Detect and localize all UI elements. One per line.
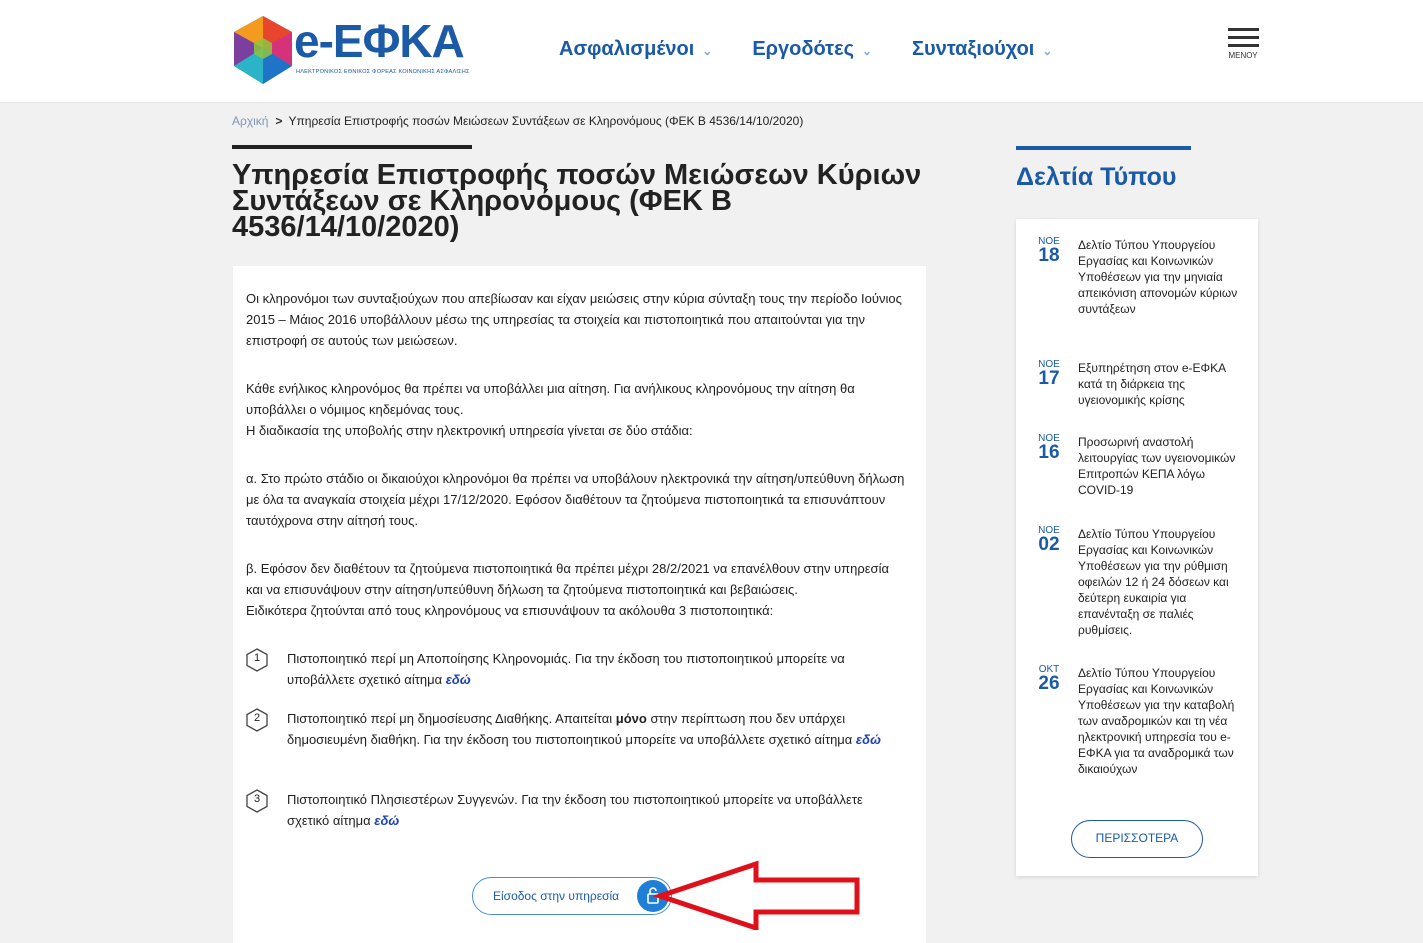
certificates-intro: Ειδικότερα ζητούνται από τους κληρονόμους να επισυνάψουν τα ακόλουθα 3 πιστοποιητικά: xyxy=(246,603,774,618)
nav-pensioners[interactable] xyxy=(912,38,1052,61)
request-link[interactable]: εδώ xyxy=(855,732,881,747)
logo-wordmark: e-ΕΦΚΑ xyxy=(294,15,464,67)
list-number: 2 xyxy=(253,712,261,724)
news-date xyxy=(1036,237,1062,265)
list-item xyxy=(246,789,906,831)
sidebar-divider xyxy=(1016,146,1191,150)
news-day: 02 xyxy=(1038,534,1060,555)
news-title: Δελτίο Τύπου Υπουργείου Εργασίας και Κοινωνικών Υποθέσεων για την ρύθμιση οφειλών 12 ή 24 δόσεων και δεύτερη ευκαιρία για επανένταξη σε παλιές ρυθμίσεις. xyxy=(1078,527,1229,637)
news-month: ΟΚΤ xyxy=(1038,664,1060,675)
menu-label: ΜΕΝΟΥ xyxy=(1228,51,1258,60)
press-releases-list xyxy=(1016,219,1258,876)
stage-a-paragraph: α. Στο πρώτο στάδιο οι δικαιούχοι κληρονόμοι θα πρέπει να υποβάλουν ηλεκτρονικά την αίτηση/υπεύθυνη δήλωση με όλα τα αναγκαία στοιχεία μέχρι 17/12/2020. Εφόσον διαθέτουν τα ζητούμενα πιστοποιητικά τα επισυνάπτουν ταυτόχρονα στην αίτησή τους. xyxy=(246,471,905,528)
certificate-text: Πιστοποιητικό περί μη δημοσίευσης Διαθήκης. Απαιτείται xyxy=(287,711,616,726)
list-item xyxy=(246,708,906,750)
emphasis-text: μόνο xyxy=(615,711,647,726)
nav-employers[interactable] xyxy=(752,38,872,61)
hexagon-number-icon xyxy=(246,648,268,672)
menu-button[interactable] xyxy=(1226,28,1260,60)
more-button[interactable]: ΠΕΡΙΣΣΟΤΕΡΑ xyxy=(1071,820,1203,858)
title-divider xyxy=(232,145,472,149)
request-link[interactable]: εδώ xyxy=(374,813,400,828)
list-item-text xyxy=(287,708,902,750)
news-month: ΝΟΕ xyxy=(1038,525,1060,536)
news-title: Εξυπηρέτηση στον e-ΕΦΚΑ κατά τη διάρκεια της υγειονομικής κρίσης xyxy=(1078,361,1226,407)
process-text: Η διαδικασία της υποβολής στην ηλεκτρονική υπηρεσία γίνεται σε δύο στάδια: xyxy=(246,423,693,438)
intro-paragraph: Οι κληρονόμοι των συνταξιούχων που απεβίωσαν και είχαν μειώσεις στην κύρια σύνταξη τους την περίοδο Ιούνιος 2015 – Μάιος 2016 υποβάλλουν μέσω της υπηρεσίας τα στοιχεία και πιστοποιητικά που απαιτούνται για την επιστροφή σε αυτούς των μειώσεων. xyxy=(246,291,902,348)
news-title: Προσωρινή αναστολή λειτουργίας των υγειονομικών Επιτροπών ΚΕΠΑ λόγω COVID-19 xyxy=(1078,435,1236,497)
enter-service-label: Είσοδος στην υπηρεσία xyxy=(493,889,620,903)
news-month: ΝΟΕ xyxy=(1038,359,1060,370)
news-date xyxy=(1036,665,1062,693)
hexagon-logo-icon xyxy=(232,14,294,86)
news-title: Δελτίο Τύπου Υπουργείου Εργασίας και Κοινωνικών Υποθέσεων για την μηνιαία απεικόνιση απονομών κύριων συντάξεων xyxy=(1078,238,1238,316)
hamburger-icon-bar xyxy=(1228,36,1259,39)
stage-b-text: β. Εφόσον δεν διαθέτουν τα ζητούμενα πιστοποιητικά θα πρέπει μέχρι 28/2/2021 να επανέλθουν στην υπηρεσία και να επισυνάψουν στην αίτηση/υπεύθυνη δήλωση τα ζητούμενα πιστοποιητικά και βεβαιώσεις. xyxy=(246,561,889,597)
news-date xyxy=(1036,434,1062,462)
certificate-text: Πιστοποιητικό Πλησιεστέρων Συγγενών. Για την έκδοση του πιστοποιητικού μπορείτε να υποβάλλετε σχετικό αίτημα xyxy=(287,792,863,828)
certificate-text-cont: στην περίπτωση που δεν υπάρχει δημοσιευμένη διαθήκη. Για την έκδοση του πιστοποιητικού μπορείτε να υποβάλλετε σχετικό αίτημα xyxy=(287,711,856,747)
request-link[interactable]: εδώ xyxy=(445,672,471,687)
red-arrow-annotation xyxy=(652,860,864,930)
main-nav xyxy=(559,38,1092,61)
news-date xyxy=(1036,360,1062,388)
chevron-down-icon: ⌄ xyxy=(1042,43,1053,58)
breadcrumb-current: Υπηρεσία Επιστροφής ποσών Μειώσεων Συντάξεων σε Κληρονόμους (ΦΕΚ Β 4536/14/10/2020) xyxy=(288,114,804,128)
list-number: 3 xyxy=(253,793,261,805)
list-item-text xyxy=(287,789,902,831)
news-month: ΝΟΕ xyxy=(1038,433,1060,444)
nav-insured[interactable] xyxy=(559,38,712,61)
nav-insured-label: Ασφαλισμένοι xyxy=(559,38,695,60)
news-day: 26 xyxy=(1038,673,1060,694)
news-day: 16 xyxy=(1038,442,1060,463)
hamburger-icon xyxy=(1228,28,1259,31)
breadcrumb-home-link[interactable]: Αρχική xyxy=(232,114,269,128)
news-item[interactable] xyxy=(1036,360,1246,408)
list-item xyxy=(246,648,906,690)
breadcrumb xyxy=(232,114,803,128)
nav-employers-label: Εργοδότες xyxy=(752,38,854,60)
list-number: 1 xyxy=(253,652,261,664)
hamburger-icon-bar xyxy=(1228,44,1259,47)
logo-tagline: ΗΛΕΚΤΡΟΝΙΚΟΣ ΕΘΝΙΚΟΣ ΦΟΡΕΑΣ ΚΟΙΝΩΝΙΚΗΣ ΑΣΦΑΛΙΣΗΣ xyxy=(296,69,470,75)
news-day: 17 xyxy=(1038,368,1060,389)
efka-logo[interactable] xyxy=(232,14,472,86)
news-item[interactable] xyxy=(1036,665,1246,777)
site-header xyxy=(0,0,1423,103)
news-item[interactable] xyxy=(1036,526,1246,638)
enter-service-button[interactable] xyxy=(472,877,672,915)
page-title: Υπηρεσία Επιστροφής ποσών Μειώσεων Κύριων Συντάξεων σε Κληρονόμους (ΦΕΚ Β 4536/14/10/2020) xyxy=(232,159,922,243)
heirs-text: Κάθε ενήλικος κληρονόμος θα πρέπει να υποβάλλει μια αίτηση. Για ανήλικους κληρονόμους την αίτηση θα υποβάλλει ο νόμιμος κηδεμόνας τους. xyxy=(246,381,855,417)
chevron-down-icon: ⌄ xyxy=(861,43,873,58)
certificate-text: Πιστοποιητικό περί μη Αποποίησης Κληρονομιάς. Για την έκδοση του πιστοποιητικού μπορείτε να υποβάλλετε σχετικό αίτημα xyxy=(287,651,845,687)
list-item-text xyxy=(287,648,902,690)
nav-pensioners-label: Συνταξιούχοι xyxy=(912,38,1035,60)
heirs-paragraph xyxy=(246,378,906,441)
chevron-down-icon: ⌄ xyxy=(702,43,713,58)
hexagon-number-icon xyxy=(246,708,268,732)
news-day: 18 xyxy=(1038,245,1060,266)
chevron-right-icon: > xyxy=(275,114,283,128)
news-month: ΝΟΕ xyxy=(1038,236,1060,247)
press-releases-title: Δελτία Τύπου xyxy=(1016,163,1177,191)
news-date xyxy=(1036,526,1062,554)
hexagon-number-icon xyxy=(246,789,268,813)
news-title: Δελτίο Τύπου Υπουργείου Εργασίας και Κοινωνικών Υποθέσεων για την καταβολή των αναδρομικών και τη νέα ηλεκτρονική υπηρεσία του e-ΕΦΚΑ για τα αναδρομικά των δικαιούχων xyxy=(1078,666,1235,776)
content-card xyxy=(233,266,926,943)
news-item[interactable] xyxy=(1036,434,1246,498)
stage-b-paragraph xyxy=(246,558,906,621)
news-item[interactable] xyxy=(1036,237,1246,317)
